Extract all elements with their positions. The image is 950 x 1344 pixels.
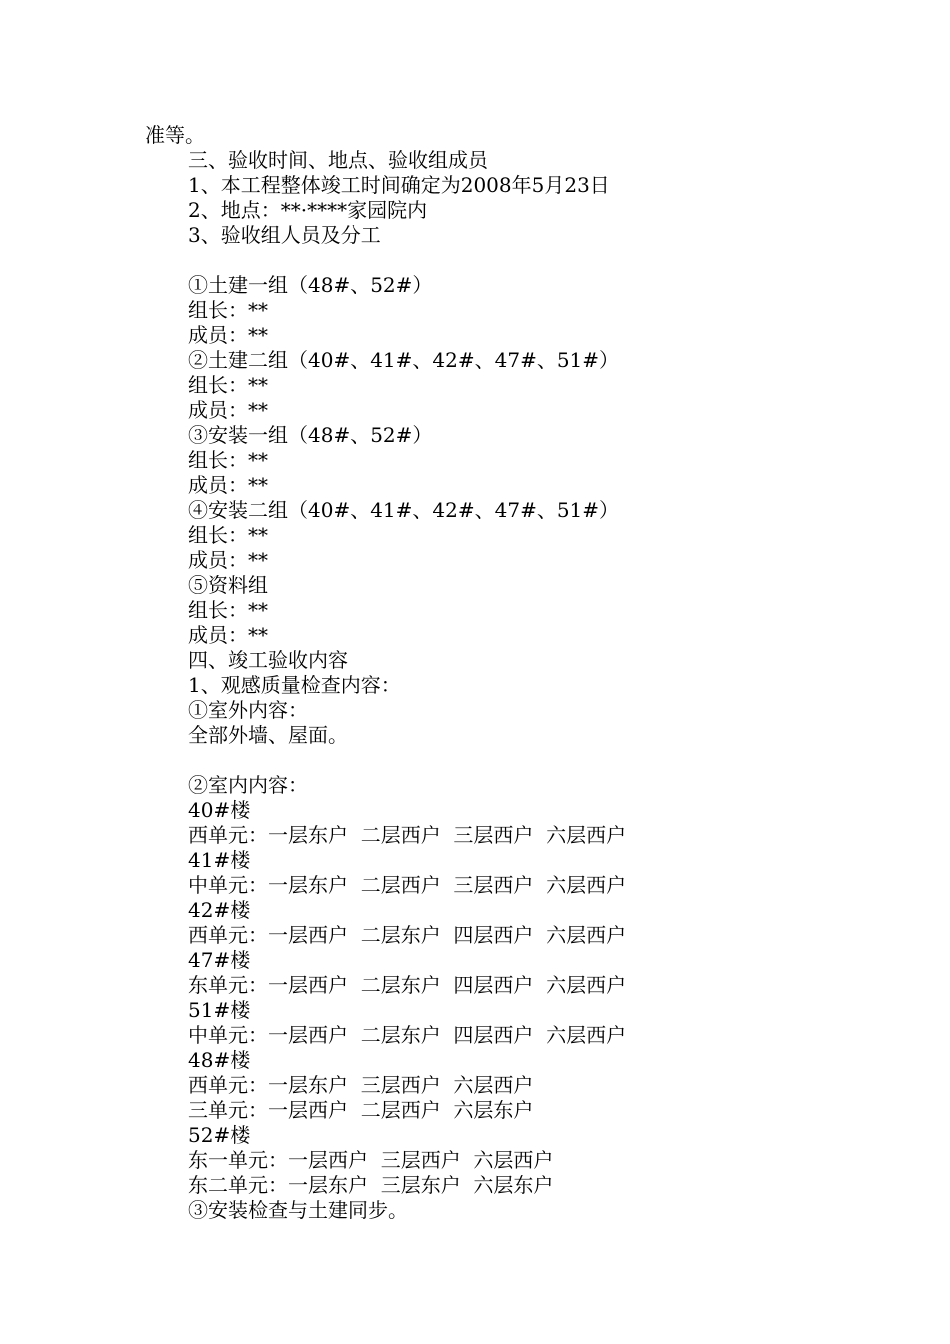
unit-line: 西单元：一层东户 二层西户 三层西户 六层西户: [188, 823, 627, 847]
unit-line: 西单元：一层东户 三层西户 六层西户: [188, 1073, 534, 1097]
text-line: 成员：**: [188, 623, 268, 647]
text-line: 组长：**: [188, 373, 268, 397]
text-line: 组长：**: [188, 298, 268, 322]
unit-line: 三单元：一层西户 二层西户 六层东户: [188, 1098, 534, 1122]
unit-line: 西单元：一层西户 二层东户 四层西户 六层西户: [188, 923, 627, 947]
building-label: 52#楼: [188, 1123, 251, 1147]
text-line: 成员：**: [188, 473, 268, 497]
unit-line: 东单元：一层西户 二层东户 四层西户 六层西户: [188, 973, 627, 997]
text-line: 1、观感质量检查内容：: [188, 673, 401, 697]
text-line: 成员：**: [188, 323, 268, 347]
unit-line: 中单元：一层东户 二层西户 三层西户 六层西户: [188, 873, 627, 897]
text-line: 组长：**: [188, 598, 268, 622]
text-line: 成员：**: [188, 548, 268, 572]
building-label: 41#楼: [188, 848, 251, 872]
text-line: 全部外墙、屋面。: [188, 723, 348, 747]
building-label: 51#楼: [188, 998, 251, 1022]
text-line: ①室外内容：: [188, 698, 308, 722]
text-line: 成员：**: [188, 398, 268, 422]
text-line: 1、本工程整体竣工时间确定为2008年5月23日: [188, 173, 610, 197]
group-heading: ⑤资料组: [188, 573, 268, 597]
group-heading: ①土建一组（48#、52#）: [188, 273, 433, 297]
unit-line: 中单元：一层西户 二层东户 四层西户 六层西户: [188, 1023, 627, 1047]
text-line: 3、验收组人员及分工: [188, 223, 381, 247]
text-line: ③安装检查与土建同步。: [188, 1198, 408, 1222]
group-heading: ②土建二组（40#、41#、42#、47#、51#）: [188, 348, 620, 372]
section-heading: 三、验收时间、地点、验收组成员: [188, 148, 488, 172]
text-line: 2、地点：**·****家园院内: [188, 198, 428, 222]
building-label: 48#楼: [188, 1048, 251, 1072]
building-label: 47#楼: [188, 948, 251, 972]
text-line: ②室内内容：: [188, 773, 308, 797]
building-label: 40#楼: [188, 798, 251, 822]
text-line: 组长：**: [188, 523, 268, 547]
section-heading: 四、竣工验收内容: [188, 648, 348, 672]
group-heading: ③安装一组（48#、52#）: [188, 423, 433, 447]
building-label: 42#楼: [188, 898, 251, 922]
text-line: 组长：**: [188, 448, 268, 472]
group-heading: ④安装二组（40#、41#、42#、47#、51#）: [188, 498, 620, 522]
unit-line: 东一单元：一层西户 三层西户 六层西户: [188, 1148, 554, 1172]
unit-line: 东二单元：一层东户 三层东户 六层东户: [188, 1173, 554, 1197]
text-line: 准等。: [145, 123, 205, 147]
